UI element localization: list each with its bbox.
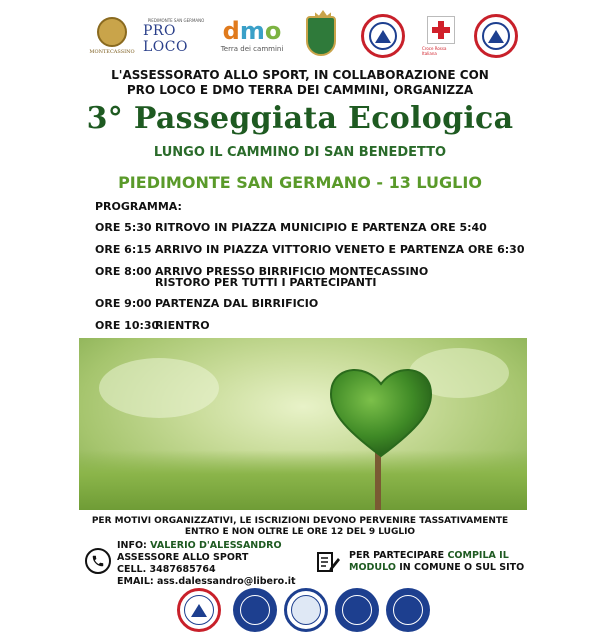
partner-logo-group xyxy=(335,588,379,632)
program-time: ORE 10:30 xyxy=(95,319,160,332)
phone-icon xyxy=(85,548,111,574)
participate-text: IN COMUNE O SUL SITO xyxy=(399,562,525,573)
heart-tree-photo xyxy=(79,338,527,510)
crest-shield-icon xyxy=(306,16,336,56)
organizer-intro xyxy=(73,68,527,98)
program-item xyxy=(95,320,210,331)
info-label: INFO: xyxy=(117,540,147,551)
dmo-logo-caption: Terra dei cammini xyxy=(220,45,284,53)
dmo-logo-mark xyxy=(223,19,282,43)
partner-logo-emblem xyxy=(284,588,328,632)
info-name: VALERIO D'ALESSANDRO xyxy=(150,540,282,551)
participate-highlight: MODULO xyxy=(349,562,396,573)
badge-inner-ring xyxy=(291,595,321,625)
badge-inner-ring xyxy=(240,595,270,625)
info-phone: CELL. 3487685764 xyxy=(117,564,216,575)
program-item xyxy=(95,244,524,255)
triangle-icon xyxy=(375,30,391,43)
dmo-letter-d: d xyxy=(222,17,240,45)
participate-highlight: COMPILA IL xyxy=(447,550,509,561)
program-item xyxy=(95,298,318,309)
program-desc: ARRIVO IN PIAZZA VITTORIO VENETO E PARTENZA ORE 6:30 xyxy=(155,243,525,256)
partner-logo-federation xyxy=(386,588,430,632)
civil-protection-logo-1 xyxy=(358,10,408,62)
crest-crown-icon xyxy=(315,10,331,18)
intro-line-2: PRO LOCO E DMO TERRA DEI CAMMINI, ORGANIZZA xyxy=(126,83,474,97)
info-email: EMAIL: ass.dalessandro@libero.it xyxy=(117,576,296,587)
participate-text: PER PARTECIPARE xyxy=(349,550,445,561)
dmo-logo xyxy=(214,10,290,62)
triangle-icon xyxy=(488,30,504,43)
program-time: ORE 5:30 xyxy=(95,221,152,234)
notice-line-1: PER MOTIVI ORGANIZZATIVI, LE ISCRIZIONI DEVONO PERVENIRE TASSATIVAMENTE xyxy=(91,516,509,526)
program-desc: RIENTRO xyxy=(155,319,210,332)
event-title: 3° Passeggiata Ecologica xyxy=(86,101,514,136)
notice-line-2: ENTRO E NON OLTRE LE ORE 12 DEL 9 LUGLIO xyxy=(184,527,416,537)
registration-notice xyxy=(73,516,527,538)
program-label: PROGRAMMA: xyxy=(95,200,182,213)
civil-protection-badge-icon xyxy=(361,14,405,58)
proloco-logo-town: PIEDIMONTE SAN GERMANO xyxy=(147,17,205,23)
badge-inner-ring xyxy=(369,22,397,50)
program-item xyxy=(95,222,487,233)
civil-protection-logo-2 xyxy=(471,10,521,62)
badge-inner-ring xyxy=(184,595,214,625)
montecassino-logo-text: MONTECASSINO xyxy=(89,49,135,55)
program-desc: PARTENZA DAL BIRRIFICIO xyxy=(155,297,319,310)
photo-grass xyxy=(79,450,527,510)
triangle-icon xyxy=(191,604,207,617)
participation-info xyxy=(349,550,524,574)
proloco-logo xyxy=(143,10,209,62)
red-cross-logo xyxy=(422,10,460,62)
red-cross-caption: Croce Rossa Italiana xyxy=(422,46,447,56)
event-place-date: PIEDIMONTE SAN GERMANO - 13 LUGLIO xyxy=(118,173,482,192)
event-poster xyxy=(73,0,527,642)
info-line xyxy=(117,540,296,552)
partner-logos-row xyxy=(73,588,527,636)
program-desc-continued: RISTORO PER TUTTI I PARTECIPANTI xyxy=(155,276,377,289)
info-role: ASSESSORE ALLO SPORT xyxy=(117,552,249,563)
partner-logo-civil-protection xyxy=(177,588,221,632)
heart-tree-icon xyxy=(326,360,436,460)
contact-info xyxy=(117,540,296,588)
participate-line-1 xyxy=(349,550,524,562)
partner-logo-association xyxy=(233,588,277,632)
red-cross-box xyxy=(427,16,455,44)
dmo-letter-o: o xyxy=(264,17,282,45)
program-time: ORE 6:15 xyxy=(95,243,152,256)
dmo-letter-m: m xyxy=(239,17,265,45)
montecassino-seal-icon xyxy=(97,17,127,47)
badge-inner-ring xyxy=(393,595,423,625)
badge-inner-ring xyxy=(482,22,510,50)
montecassino-logo xyxy=(87,10,137,62)
red-cross-icon xyxy=(432,21,450,39)
phone-handset-icon xyxy=(91,554,105,568)
civil-protection-badge-icon xyxy=(474,14,518,58)
program-desc: RITROVO IN PIAZZA MUNICIPIO E PARTENZA ORE 5:40 xyxy=(155,221,487,234)
sponsor-logos-row xyxy=(73,10,527,62)
participate-line-2 xyxy=(349,562,524,574)
program-time: ORE 9:00 xyxy=(95,297,152,310)
photo-bokeh xyxy=(99,358,219,418)
proloco-logo-text: PRO LOCO xyxy=(143,22,188,55)
program-desc: ARRIVO PRESSO BIRRIFICIO MONTECASSINO xyxy=(155,265,429,278)
municipal-crest-logo xyxy=(301,10,341,62)
intro-line-1: L'ASSESSORATO ALLO SPORT, IN COLLABORAZIONE CON xyxy=(111,68,489,82)
event-subtitle: LUNGO IL CAMMINO DI SAN BENEDETTO xyxy=(153,145,447,160)
program-time: ORE 8:00 xyxy=(95,265,152,278)
badge-inner-ring xyxy=(342,595,372,625)
program-item xyxy=(95,266,428,288)
form-edit-icon xyxy=(316,550,340,574)
